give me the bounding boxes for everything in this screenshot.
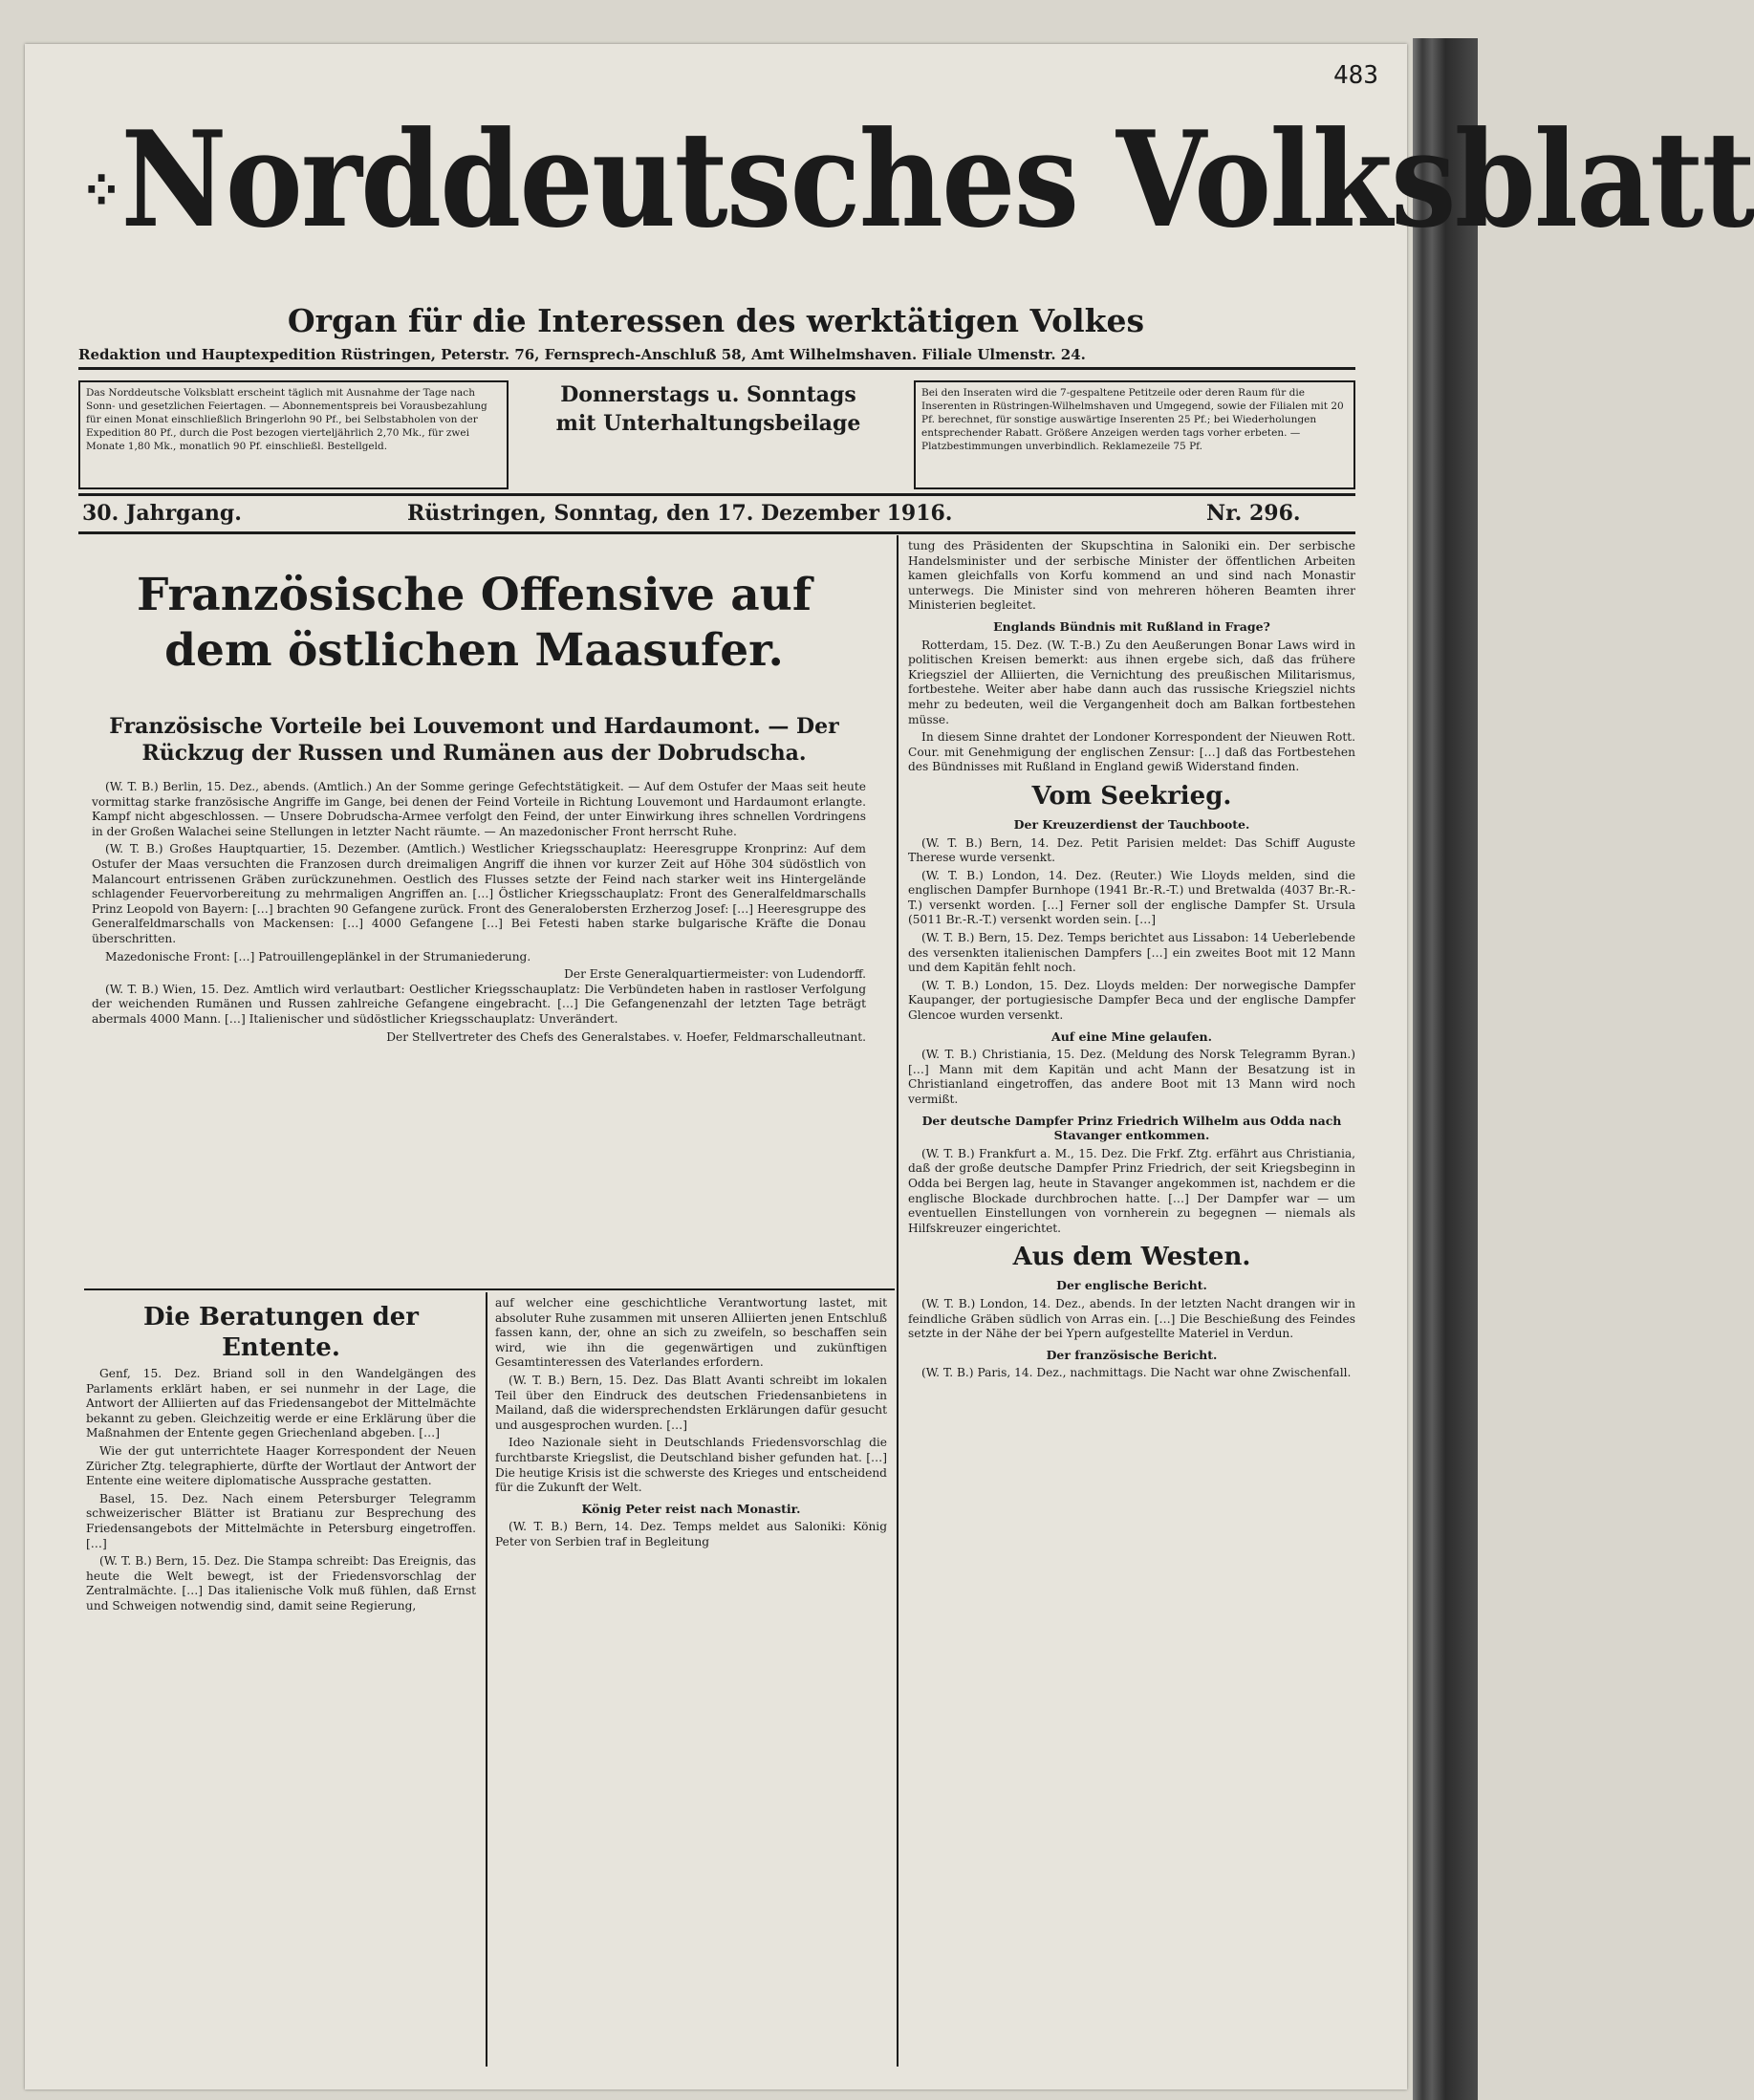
signature-hoefer: Der Stellvertreter des Chefs des Generalstabes. v. Hoefer, Feldmarschalleutnant. [386,1029,866,1044]
book-spine [1413,38,1478,2100]
redaktion-line: Redaktion und Hauptexpedition Rüstringen, Peterstr. 76, Fernsprech-Anschluß 58, Amt Wilhelmshaven. Filiale Ulmenstr. 24. [78,346,1086,363]
lead-subheadline: Französische Vorteile bei Louvemont und Hardaumont. — Der Rückzug der Russen und Rumänen aus der Dobrudscha. [109,714,839,766]
rule-above-date [78,493,1355,496]
koenig-peter-subhead: König Peter reist nach Monastir. [581,1501,801,1516]
lead-article-bottom-rule [84,1288,895,1290]
seekrieg-subhead: Der Kreuzerdienst der Tauchboote. [1013,816,1250,832]
column-divider-middle [486,1292,487,2067]
seekrieg-paragraph: (W. T. B.) Bern, 15. Dez. Temps berichtet aus Lissabon: 14 Ueberlebende des versenkten italienischen Dampfers […] ein zweites Boot mit 12 Mann und dem Kapitän fehlt noch. [908,931,1355,975]
mine-paragraph: (W. T. B.) Christiania, 15. Dez. (Meldung des Norsk Telegramm Byran.) […] Mann mit dem Kapitän und acht Mann der Besatzung ist in Christianland eingetroffen, das andere Boot mit 13 Mann wird noch vermißt. [908,1048,1355,1106]
date-place: Rüstringen, Sonntag, den 17. Dezember 1916. [407,501,953,526]
center-box-line1: Donnerstags u. Sonntags [560,382,856,407]
seekrieg-paragraph: (W. T. B.) London, 15. Dez. Lloyds melden: Der norwegische Dampfer Kaupanger, der portugiesische Dampfer Beca und der englische Dampfer Glencoe wurden versenkt. [908,978,1355,1023]
entente-paragraph: Ideo Nazionale sieht in Deutschlands Friedensvorschlag die furchtbarste Kriegslist, die Deutschland bisher gefunden hat. […] Die heutige Krisis ist die schwerste des Krieges und entscheidend für die Zukunft der Welt. [495,1436,887,1495]
french-report-subhead: Der französische Bericht. [1046,1347,1218,1362]
masthead-title: Norddeutsches Volksblatt [120,101,1754,257]
lead-paragraph: Mazedonische Front: […] Patrouillengeplänkel in der Strumaniederung. [105,949,531,963]
right-paragraph: Rotterdam, 15. Dez. (W. T.-B.) Zu den Aeußerungen Bonar Laws wird in politischen Kreisen bemerkt: aus ihnen ergebe sich, daß das frühere Kriegsziel der Alliierten, die Vernichtung des preußischen Militarismus, fortbestehe. Weiter aber habe dann auch das russische Kriegsziel nichts mehr zu bedeuten, weil die Vergangenheit doch am Balkan fortbestehen müsse. [908,638,1355,726]
center-box-line2: mit Unterhaltungsbeilage [555,411,861,436]
right-paragraph: In diesem Sinne drahtet der Londoner Korrespondent der Nieuwen Rott. Cour. mit Genehmigung der englischen Zensur: […] daß das Fortbestehen des Bündnisses mit Rußland in England gewiß Widerstand finden. [908,730,1355,774]
right-intro: tung des Präsidenten der Skupschtina in Saloniki ein. Der serbische Handelsminister und der serbische Minister der öffentlichen Arbeiten kamen gleichfalls von Korfu kommend an und sind nach Monastir unterwegs. Die Minister sind von mehreren höheren Beamten ihrer Ministerien begleitet. [908,539,1355,613]
seekrieg-headline: Vom Seekrieg. [1031,781,1232,811]
masthead-ornament-left: ⁘ [80,158,121,225]
lead-paragraph: (W. T. B.) Großes Hauptquartier, 15. Dezember. (Amtlich.) Westlicher Kriegsschauplatz: Heeresgruppe Kronprinz: Auf dem Ostufer der Maas versuchten die Franzosen durch dreimaligen Angriff die ihnen vor kurzer Zeit auf Höhe 304 südöstlich von Malancourt entrissenen Gräben zurückzunehmen. Oestlich des Flusses setzte der Feind nach starker weit ins Hintergelände schlagender Feuervorbereitung zu mehrmaligen Angriffen an. […] Östlicher Kriegsschauplatz: Front des Generalfeldmarschalls Prinz Leopold von Bayern: […] brachten 90 Gefangene zurück. Front des Generalobersten Erzherzog Josef: […] Heeresgruppe des Generalfeldmarschalls von Mackensen: […] 4000 Gefangene […] Bei Fetesti haben starke bulgarische Kräfte die Donau überschritten. [92,842,866,945]
seekrieg-paragraph: (W. T. B.) Bern, 14. Dez. Petit Parisien meldet: Das Schiff Auguste Therese wurde versenkt. [908,835,1355,865]
right-column [908,539,1355,2067]
entente-headline: Die Beratungen der Entente. [143,1303,419,1362]
entente-paragraph: (W. T. B.) Bern, 14. Dez. Temps meldet aus Saloniki: König Peter von Serbien traf in Begleitung [495,1520,887,1548]
column-divider-right [897,535,899,2067]
center-box [522,380,895,438]
prinz-subhead: Der deutsche Dampfer Prinz Friedrich Wilhelm aus Odda nach Stavanger entkommen. [921,1113,1342,1143]
top-rule [78,367,1355,370]
newspaper-page [25,44,1754,2089]
lead-paragraph: (W. T. B.) Berlin, 15. Dez., abends. (Amtlich.) An der Somme geringe Gefechtstätigkeit. — Auf dem Ostufer der Maas seit heute vormittag starke französische Angriffe im Gange, bei denen der Feind Vorteile in Richtung Louvemont und Hardaumont erlangte. Kampf nicht abgeschlossen. — Unsere Dobrudscha-Armee verfolgt den Feind, der unter Einwirkung ihres schnellen Vordringens in der Großen Walachei seine Stellungen in letzter Nacht räumte. — An mazedonischer Front herrscht Ruhe. [92,780,866,838]
england-russia-subhead: Englands Bündnis mit Rußland in Frage? [993,618,1270,634]
issue-number: Nr. 296. [1206,501,1301,526]
westen-subhead: Der englische Bericht. [1056,1278,1207,1293]
subtitle: Organ für die Interessen des werktätigen Volkes [287,302,1145,339]
westen-paragraph: (W. T. B.) London, 14. Dez., abends. In der letzten Nacht drangen wir in feindliche Gräben südlich von Arras ein. […] Die Beschießung des Feindes setzte in der Nähe der bei Ypern aufgestellte Materiel in Verdun. [908,1296,1355,1341]
mine-subhead: Auf eine Mine gelaufen. [1051,1028,1212,1044]
jahrgang: 30. Jahrgang. [82,501,242,526]
lead-article-body [92,780,866,1285]
entente-col2 [495,1296,887,2061]
masthead [80,101,1754,257]
entente-paragraph: (W. T. B.) Bern, 15. Dez. Das Blatt Avanti schreibt im lokalen Teil über den Eindruck des deutschen Friedensanbietens in Mailand, daß die widersprechendsten Erklärungen dafür gesucht und ausgesprochen wurden. […] [495,1373,887,1432]
entente-paragraph: auf welcher eine geschichtliche Verantwortung lastet, mit absoluter Ruhe zusammen mit unseren Alliierten jenen Entschluß fassen kann, der, ohne an sich zu zweifeln, so beschaffen sein wird, wie ihn die gegenwärtigen und zukünftigen Gesamtinteressen des Vaterlandes erfordern. [495,1296,887,1370]
entente-col1 [86,1296,476,2061]
rule-below-date [78,531,1355,534]
subscription-box: Das Norddeutsche Volksblatt erscheint täglich mit Ausnahme der Tage nach Sonn- und gesetzlichen Feiertagen. — Abonnementspreis bei Vorausbezahlung für einen Monat einschließlich Bringerlohn 90 Pf., bei Selbstabholen von der Expedition 80 Pf., durch die Post bezogen vierteljährlich 2,70 Mk., für zwei Monate 1,80 Mk., monatlich 90 Pf. einschließl. Bestellgeld. [78,380,509,489]
lead-headline: Französische Offensive auf dem östlichen Maasufer. [136,569,812,677]
westen-headline: Aus dem Westen. [1012,1243,1251,1272]
prinz-paragraph: (W. T. B.) Frankfurt a. M., 15. Dez. Die Frkf. Ztg. erfährt aus Christiania, daß der große deutsche Dampfer Prinz Friedrich, der seit Kriegsbeginn in Odda bei Bergen lag, heute in Stavanger angekommen ist, nachdem er die englische Blockade durchbrochen hatte. […] Der Dampfer war — um eventuellen Einstellungen von vornherein zu begegnen — niemals als Hilfskreuzer eingerichtet. [908,1146,1355,1235]
french-report-paragraph: (W. T. B.) Paris, 14. Dez., nachmittags. Die Nacht war ohne Zwischenfall. [921,1366,1352,1380]
entente-paragraph: (W. T. B.) Bern, 15. Dez. Die Stampa schreibt: Das Ereignis, das heute die Welt bewegt, ist der Friedensvorschlag der Zentralmächte. […] Das italienische Volk muß fühlen, daß Ernst und Schweigen notwendig sind, damit seine Regierung, [86,1554,476,1613]
entente-paragraph: Genf, 15. Dez. Briand soll in den Wandelgängen des Parlaments erklärt haben, er sei nunmehr in der Lage, die Antwort der Alliierten auf das Friedensangebot der Mittelmächte bekannt zu geben. Gleichzeitig werde er eine Erklärung über die Maßnahmen der Entente gegen Griechenland abgeben. […] [86,1367,476,1440]
page-number: 483 [1333,61,1378,90]
entente-paragraph: Wie der gut unterrichtete Haager Korrespondent der Neuen Züricher Ztg. telegraphierte, dürfte der Wortlaut der Antwort der Entente eine weitere diplomatische Aussprache gestatten. [86,1443,476,1488]
lead-paragraph-wien: (W. T. B.) Wien, 15. Dez. Amtlich wird verlautbart: Oestlicher Kriegsschauplatz: Die Verbündeten haben in rastloser Verfolgung der weichenden Rumänen und Russen zahlreiche Gefangene eingebracht. […] Die Gefangenenzahl der letzten Tage beträgt abermals 4000 Mann. […] Italienischer und südöstlicher Kriegsschauplatz: Unverändert. [92,982,866,1026]
seekrieg-paragraph: (W. T. B.) London, 14. Dez. (Reuter.) Wie Lloyds melden, sind die englischen Dampfer Burnhope (1941 Br.-R.-T.) und Bretwalda (4037 Br.-R.-T.) versenkt worden. […] Ferner soll der englische Dampfer St. Ursula (5011 Br.-R.-T.) versenkt worden sein. […] [908,868,1355,927]
entente-paragraph: Basel, 15. Dez. Nach einem Petersburger Telegramm schweizerischer Blätter ist Bratianu zur Besprechung des Friedensangebots der Mittelmächte in Petersburg eingetroffen. […] [86,1491,476,1550]
signature-ludendorff: Der Erste Generalquartiermeister: von Ludendorff. [564,967,866,982]
advert-rates-box: Bei den Inseraten wird die 7-gespaltene Petitzeile oder deren Raum für die Inserenten in Rüstringen-Wilhelmshaven und Umgegend, sowie der Filialen mit 20 Pf. berechnet, für sonstige auswärtige Inserenten 25 Pf.; bei Wiederholungen entsprechender Rabatt. Größere Anzeigen werden tags vorher erbeten. — Platzbestimmungen unverbindlich. Reklamezeile 75 Pf. [914,380,1355,489]
